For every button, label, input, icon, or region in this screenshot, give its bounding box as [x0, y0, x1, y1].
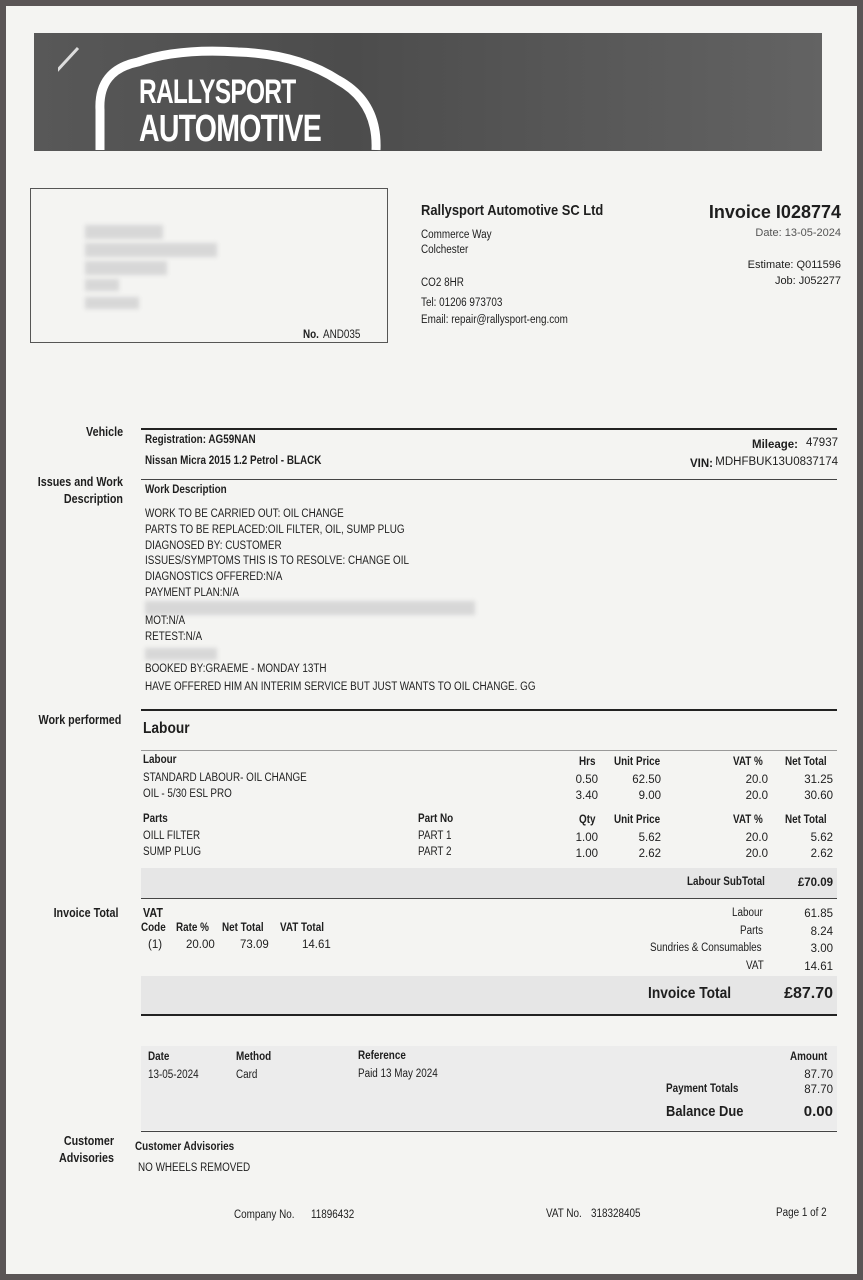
account-label: No. — [303, 329, 319, 341]
labour-subtotal-value: £70.09 — [797, 877, 833, 889]
divider — [141, 750, 837, 751]
parts-row-vat: 20.0 — [745, 832, 768, 844]
footer-company-number: 11896432 — [311, 1209, 355, 1221]
parts-row-qty: 1.00 — [575, 832, 598, 844]
balance-due-label: Balance Due — [666, 1103, 744, 1120]
redacted-line — [85, 243, 217, 257]
vehicle-registration: Registration: AG59NAN — [145, 434, 256, 446]
parts-header-vat: VAT % — [733, 814, 764, 826]
labour-row-net: 31.25 — [804, 774, 833, 786]
vat-header-code: Code — [141, 922, 166, 934]
company-address1: Commerce Way — [421, 229, 492, 241]
summary-value: 3.00 — [810, 943, 833, 955]
payment-totals-value: 87.70 — [804, 1084, 833, 1096]
section-label-work-performed: Work performed — [38, 713, 121, 727]
balance-due-value: 0.00 — [803, 1103, 833, 1120]
parts-header-partno: Part No — [418, 813, 454, 825]
parts-header-unit: Unit Price — [614, 814, 661, 826]
section-label-vehicle: Vehicle — [85, 425, 123, 439]
divider — [141, 709, 837, 711]
labour-row-unit: 62.50 — [632, 774, 661, 786]
labour-header-vat: VAT % — [733, 756, 764, 768]
footer-vat-label: VAT No. — [546, 1208, 582, 1220]
company-tel: Tel: 01206 973703 — [421, 297, 503, 309]
summary-label: Labour — [732, 907, 763, 919]
vehicle-model: Nissan Micra 2015 1.2 Petrol - BLACK — [145, 455, 322, 467]
labour-title: Labour — [143, 720, 190, 737]
parts-row-qty: 1.00 — [575, 848, 598, 860]
payment-row-amount: 87.70 — [804, 1069, 833, 1081]
parts-row-net: 5.62 — [810, 832, 833, 844]
payment-row-method: Card — [236, 1069, 258, 1081]
divider — [141, 1014, 837, 1016]
labour-header-net: Net Total — [784, 756, 827, 768]
parts-row-desc: SUMP PLUG — [143, 846, 202, 858]
labour-row-vat: 20.0 — [745, 790, 768, 802]
section-label-invoice-total: Invoice Total — [53, 906, 118, 920]
logo-text-automotive: AUTOMOTIVE — [139, 108, 321, 150]
work-line: DIAGNOSED BY: CUSTOMER — [145, 539, 282, 552]
mot-line: MOT:N/A — [145, 615, 186, 627]
work-line: WORK TO BE CARRIED OUT: OIL CHANGE — [145, 508, 344, 520]
payment-header-reference: Reference — [358, 1050, 406, 1062]
labour-row-unit: 9.00 — [638, 790, 661, 802]
estimate-number: Estimate: Q011596 — [747, 259, 841, 271]
account-number: AND035 — [323, 329, 361, 341]
divider — [141, 428, 837, 430]
work-line: ISSUES/SYMPTOMS THIS IS TO RESOLVE: CHANGE OIL — [145, 555, 409, 568]
invoice-title: Invoice I028774 — [708, 202, 841, 222]
redacted-line — [145, 648, 217, 660]
redacted-line — [145, 601, 475, 615]
booked-by-line: BOOKED BY:GRAEME - MONDAY 13TH — [145, 663, 327, 675]
invoice-total-value: £87.70 — [784, 985, 833, 1002]
divider — [141, 479, 837, 480]
advisories-heading: Customer Advisories — [135, 1141, 235, 1153]
labour-row-desc: OIL - 5/30 ESL PRO — [143, 788, 232, 800]
work-line: PAYMENT PLAN:N/A — [145, 586, 239, 599]
logo-text-rallysport: RALLYSPORT — [139, 73, 296, 111]
divider — [141, 1131, 837, 1132]
company-postcode: CO2 8HR — [421, 277, 464, 289]
labour-header-hrs: Hrs — [578, 756, 596, 768]
labour-subtotal-label: Labour SubTotal — [687, 876, 765, 888]
vat-row-code: (1) — [148, 939, 163, 951]
footer-vat-number: 318328405 — [591, 1208, 641, 1220]
work-description-lines — [145, 507, 409, 602]
section-label-issues: Issues and Work Description — [37, 475, 123, 506]
labour-row-net: 30.60 — [804, 790, 833, 802]
invoice-total-label: Invoice Total — [648, 985, 732, 1002]
parts-row-partno: PART 1 — [418, 830, 452, 842]
payment-header-amount: Amount — [789, 1051, 827, 1063]
labour-row-hrs: 3.40 — [575, 790, 598, 802]
redacted-line — [85, 297, 139, 309]
summary-label: Sundries & Consumables — [650, 942, 762, 954]
labour-header-desc: Labour — [143, 754, 177, 766]
redacted-line — [85, 279, 119, 291]
summary-label: VAT — [746, 960, 764, 972]
payment-header-method: Method — [236, 1051, 272, 1063]
vat-header-vat: VAT Total — [280, 922, 324, 934]
labour-row-desc: STANDARD LABOUR- OIL CHANGE — [143, 772, 307, 784]
parts-header-net: Net Total — [784, 814, 827, 826]
company-email: Email: repair@rallysport-eng.com — [421, 314, 568, 326]
parts-header-qty: Qty — [578, 814, 596, 826]
parts-row-desc: OILL FILTER — [143, 830, 201, 842]
job-number: Job: J052277 — [774, 275, 841, 287]
mileage-label: Mileage: — [752, 439, 799, 451]
vat-row-rate: 20.00 — [186, 939, 215, 951]
labour-row-vat: 20.0 — [745, 774, 768, 786]
summary-value: 8.24 — [810, 926, 833, 938]
work-line: DIAGNOSTICS OFFERED:N/A — [145, 571, 283, 584]
labour-row-hrs: 0.50 — [575, 774, 598, 786]
redacted-line — [85, 261, 167, 275]
parts-row-net: 2.62 — [810, 848, 833, 860]
company-name: Rallysport Automotive SC Ltd — [421, 202, 604, 219]
work-description-heading: Work Description — [145, 484, 227, 496]
footer-company-label: Company No. — [234, 1209, 295, 1221]
invoice-date: Date: 13-05-2024 — [755, 227, 841, 239]
retest-line: RETEST:N/A — [145, 631, 203, 643]
vin-label: VIN: — [690, 458, 713, 470]
payment-row-reference: Paid 13 May 2024 — [358, 1068, 438, 1080]
vat-row-net: 73.09 — [240, 939, 269, 951]
summary-value: 61.85 — [804, 908, 833, 920]
work-line: PARTS TO BE REPLACED:OIL FILTER, OIL, SUMP PLUG — [145, 523, 405, 536]
payment-header-date: Date — [148, 1051, 170, 1063]
vat-table-title: VAT — [143, 906, 163, 920]
work-note: HAVE OFFERED HIM AN INTERIM SERVICE BUT JUST WANTS TO OIL CHANGE. GG — [145, 681, 536, 693]
parts-row-unit: 2.62 — [638, 848, 661, 860]
section-label-advisories: Customer Advisories — [59, 1134, 114, 1165]
vat-header-rate: Rate % — [176, 922, 209, 934]
advisories-text: NO WHEELS REMOVED — [138, 1162, 251, 1174]
summary-label: Parts — [740, 925, 764, 937]
mileage-value: 47937 — [806, 437, 838, 449]
parts-row-unit: 5.62 — [638, 832, 661, 844]
invoice-total-bar — [141, 976, 837, 1014]
redacted-line — [85, 225, 163, 239]
vin-value: MDHFBUK13U0837174 — [715, 456, 838, 468]
divider — [141, 898, 837, 899]
company-address2: Colchester — [421, 244, 469, 256]
vat-row-vat: 14.61 — [302, 939, 331, 951]
customer-address-box — [30, 188, 388, 343]
parts-row-partno: PART 2 — [418, 846, 452, 858]
labour-header-unit: Unit Price — [614, 756, 661, 768]
payment-totals-label: Payment Totals — [666, 1083, 739, 1095]
footer-page-number: Page 1 of 2 — [776, 1207, 827, 1219]
payment-row-date: 13-05-2024 — [148, 1069, 199, 1081]
parts-row-vat: 20.0 — [745, 848, 768, 860]
vat-header-net: Net Total — [222, 922, 264, 934]
summary-value: 14.61 — [804, 961, 833, 973]
parts-header-desc: Parts — [143, 813, 168, 825]
